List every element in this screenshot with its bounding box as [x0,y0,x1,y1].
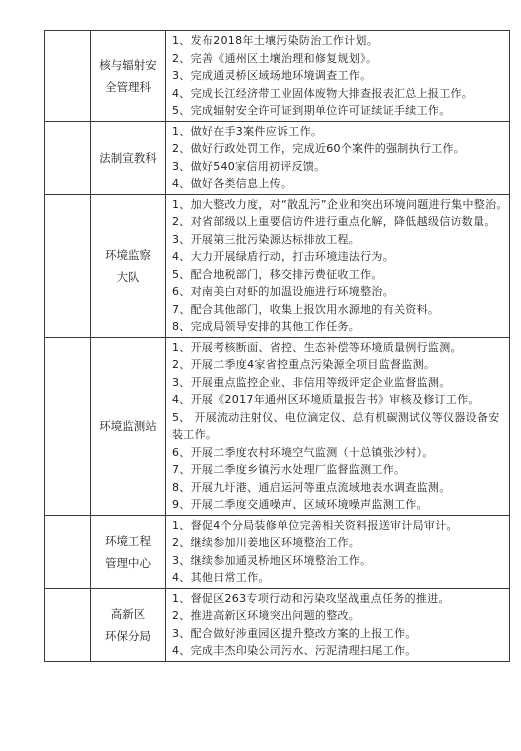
task-item: 2、开展二季度4家省控重点污染源全项目监督监测。 [172,358,436,371]
department-name: 法制宣教科 [99,150,157,165]
task-item: 2、做好行政处罚工作，完成近60个案件的强制执行工作。 [172,142,466,155]
department-name: 环境监测站 [99,419,157,433]
task-item: 3、开展重点监控企业、非信用等级评定企业监督监测。 [172,375,451,389]
task-item: 2、完善《通州区土壤治理和修复规划》。 [172,51,378,65]
department-name: 大队 [116,269,140,284]
task-item: 2、推进高新区环境突出问题的整改。 [172,609,361,622]
task-item: 1、督促区263专项行动和污染攻坚战重点任务的推进。 [172,591,450,605]
task-item: 2、对省部级以上重要信访件进行重点化解，降低越级信访数量。 [172,215,496,228]
task-item: 3、做好540家信用初评反馈。 [172,159,326,173]
department-name: 全管理科 [105,79,151,94]
blank-cell [45,515,91,588]
task-item: 4、大力开展绿盾行动，打击环境违法行为。 [172,250,394,263]
task-item: 3、配合做好涉重园区提升整改方案的上报工作。 [172,626,417,640]
task-item: 2、继续参加川姜地区环境整治工作。 [172,536,361,549]
department-name: 环保分局 [105,628,151,643]
table-row [45,588,510,661]
department-name: 环境监察 [105,247,151,262]
department-cell [91,515,166,588]
blank-cell [45,337,91,515]
tasks-cell [166,588,510,661]
task-item: 4、其他日常工作。 [172,571,270,584]
task-item: 1、督促4个分局装修单位完善相关资料报送审计局审计。 [172,518,458,532]
task-item: 3、开展第三批污染源达标排放工程。 [172,232,361,246]
task-item: 3、完成通灵桥区域场地环境调查工作。 [172,69,372,82]
table-body [45,31,510,662]
task-item: 6、对南美白对虾的加温设施进行环境整治。 [172,285,394,298]
task-item: 1、做好在手3案件应诉工作。 [172,124,323,138]
task-item: 8、开展九圩港、通启运河等重点流域地表水调查监测。 [172,480,451,494]
department-name: 管理中心 [105,555,151,570]
task-item: 7、开展二季度乡镇污水处理厂监督监测工作。 [172,463,406,476]
work-plan-table [44,30,510,662]
tasks-cell [166,121,510,194]
task-item: 5、完成辐射安全许可证到期单位许可证续证手续工作。 [172,104,451,117]
blank-cell [45,588,91,661]
department-name: 高新区 [110,606,146,621]
task-item: 7、配合其他部门，收集上报饮用水源地的有关资料。 [172,302,440,316]
department-name: 环境工程 [105,533,151,548]
task-item: 4、完成丰杰印染公司污水、污泥清理扫尾工作。 [172,644,417,657]
task-item: 3、继续参加通灵桥地区环境整治工作。 [172,553,372,567]
department-cell [91,194,166,337]
task-item: 4、完成长江经济带工业固体废物大排查报表汇总上报工作。 [172,86,474,100]
tasks-cell [166,515,510,588]
task-item: 4、做好各类信息上传。 [172,177,293,190]
department-cell [91,121,166,194]
table-row [45,31,510,122]
department-cell [91,588,166,661]
department-name: 核与辐射安 [99,57,157,72]
blank-cell [45,121,91,194]
blank-cell [45,31,91,122]
task-item: 9、开展二季度交通噪声、区域环境噪声监测工作。 [172,498,428,511]
task-item: 8、完成局领导安排的其他工作任务。 [172,320,361,333]
department-cell [91,337,166,515]
table-row [45,194,510,337]
department-cell [91,31,166,122]
task-item: 5、 开展流动注射仪、电位滴定仪、总有机碳测试仪等仪器设备安装工作。 [172,410,500,441]
task-item: 5、配合地税部门，移交排污费征收工作。 [172,267,383,281]
tasks-cell [166,194,510,337]
table-row [45,337,510,515]
task-item: 1、开展考核断面、省控、生态补偿等环境质量例行监测。 [172,340,462,354]
task-item: 6、开展二季度农村环境空气监测（十总镇张沙村）。 [172,445,434,459]
tasks-cell [166,337,510,515]
table-row [45,121,510,194]
task-item: 1、发布2018年土壤污染防治工作计划。 [172,34,378,47]
table-row [45,515,510,588]
task-item: 4、开展《2017年通州区环境质量报告书》审核及修订工作。 [172,393,480,406]
blank-cell [45,194,91,337]
task-item: 1、加大整改力度，对“散乱污”企业和突出环境问题进行集中整治。 [172,197,508,211]
tasks-cell [166,31,510,122]
